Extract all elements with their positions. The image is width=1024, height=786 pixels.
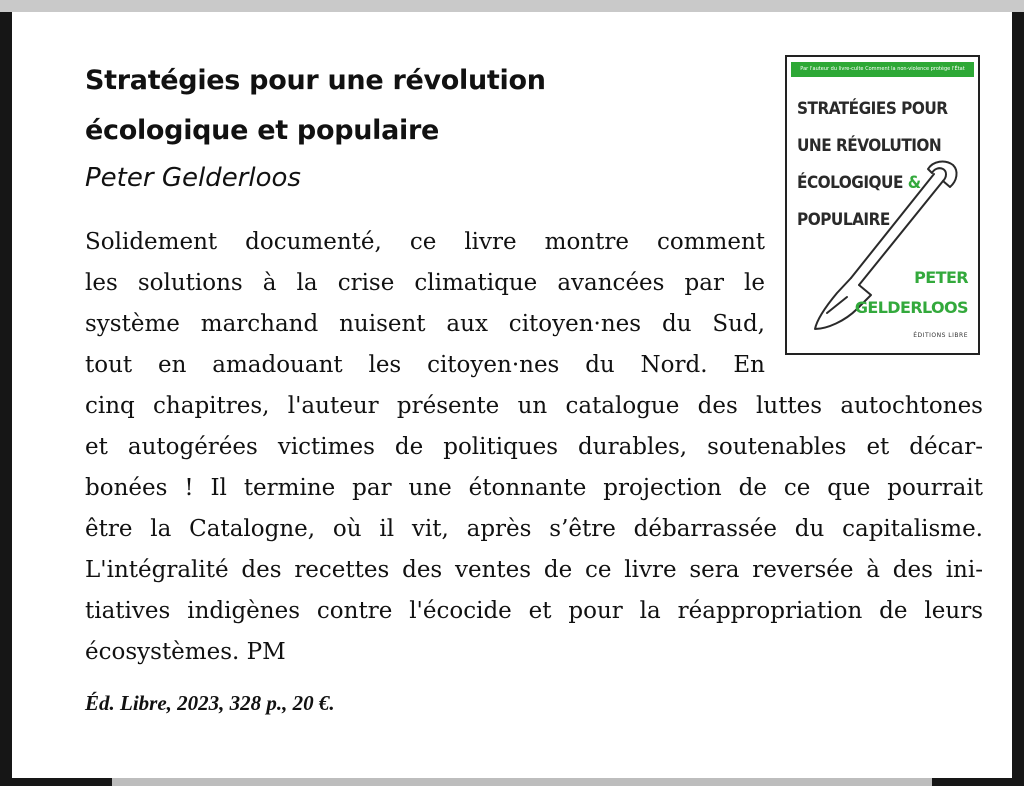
cover-author-line: GELDERLOOS (854, 298, 968, 317)
cover-title-word: ÉCOLOGIQUE (797, 173, 903, 193)
book-title-line: écologique et populaire (85, 115, 440, 146)
viewer-top-bar (0, 0, 1024, 12)
cover-publisher: ÉDITIONS LIBRE (913, 332, 968, 339)
review-line: L'intégralité des recettes des ventes de ce livre sera reversée à des ini- (85, 557, 983, 583)
book-cover (785, 55, 980, 355)
book-title-line: Stratégies pour une révolution (85, 65, 546, 96)
review-line: tiatives indigènes contre l'écocide et pour la réappropriation de leurs (85, 598, 983, 624)
cover-ampersand: & (907, 173, 921, 193)
cover-title (797, 91, 977, 239)
review-line: bonées ! Il termine par une étonnante projection de ce que pourrait (85, 475, 983, 501)
review-line: système marchand nuisent aux citoyen·nes du Sud, (85, 311, 765, 337)
review-line: écosystèmes. PM (85, 639, 286, 665)
cover-title-line: UNE RÉVOLUTION (797, 136, 942, 156)
cover-author (855, 263, 968, 323)
review-line: tout en amadouant les citoyen·nes du Nord. En (85, 352, 765, 378)
document-page (12, 12, 1012, 778)
cover-title-line: STRATÉGIES POUR (797, 99, 948, 119)
cover-tagline: Par l'auteur du livre-culte Comment la non-violence protège l'État (791, 62, 974, 77)
cover-title-line (797, 165, 977, 202)
viewer-scrollbar[interactable] (112, 778, 932, 786)
book-author: Peter Gelderloos (85, 163, 301, 193)
cover-title-line: POPULAIRE (797, 210, 890, 230)
book-title (85, 56, 645, 156)
review-line: les solutions à la crise climatique avancées par le (85, 270, 765, 296)
review-line: Solidement documenté, ce livre montre comment (85, 229, 765, 255)
publication-info: Éd. Libre, 2023, 328 p., 20 €. (85, 691, 335, 715)
review-line: et autogérées victimes de politiques durables, soutenables et décar- (85, 434, 983, 460)
review-line: cinq chapitres, l'auteur présente un catalogue des luttes autochtones (85, 393, 983, 419)
cover-author-line: PETER (914, 268, 968, 287)
review-line: être la Catalogne, où il vit, après s’être débarrassée du capitalisme. (85, 516, 983, 542)
